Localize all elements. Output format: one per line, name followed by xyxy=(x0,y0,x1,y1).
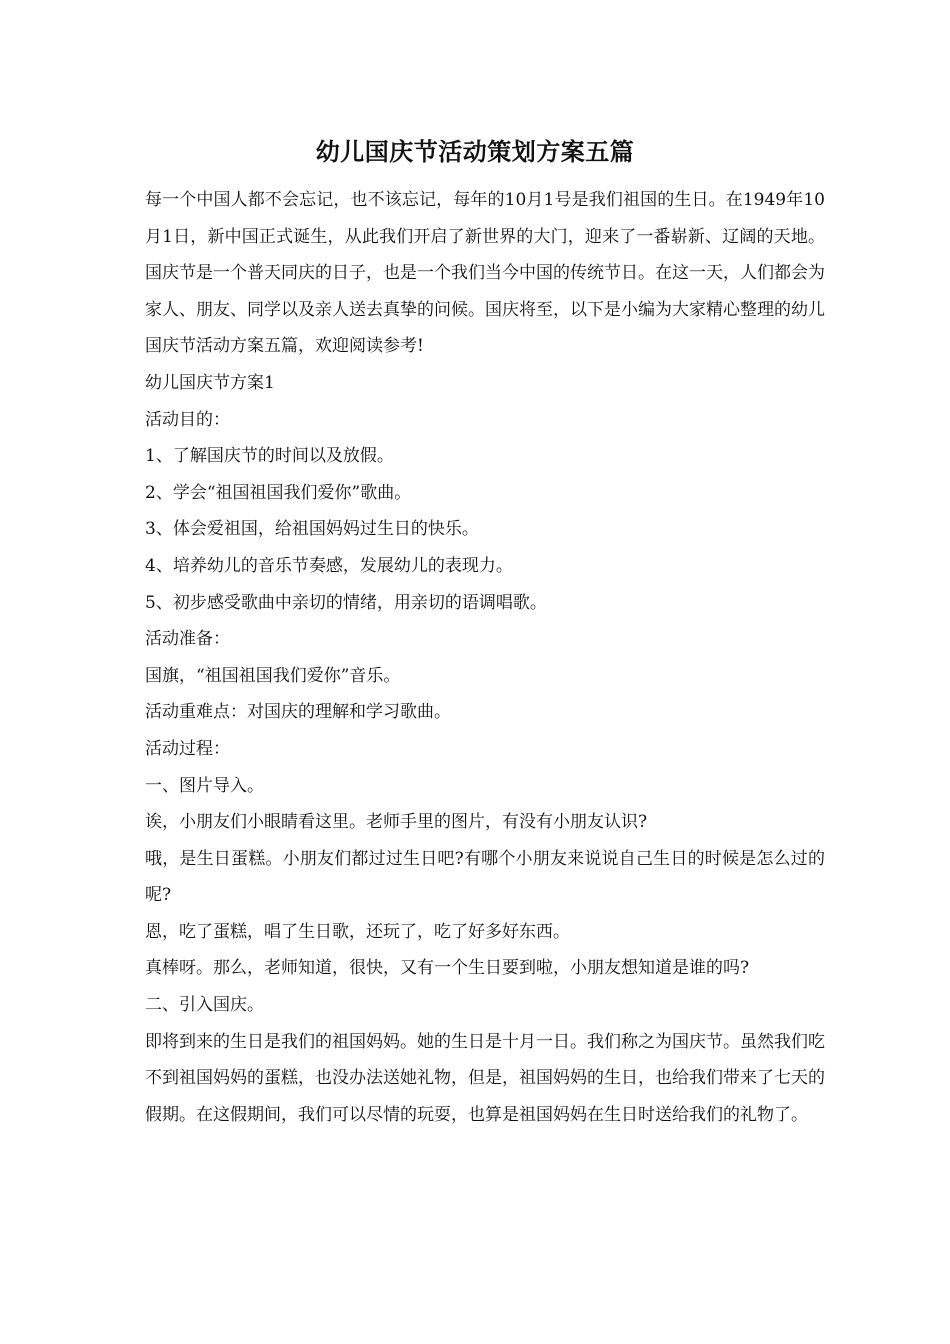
preparation-heading: 活动准备： xyxy=(145,629,230,650)
step-1-heading: 一、图片导入。 xyxy=(145,775,264,796)
intro-paragraph: 每一个中国人都不会忘记，也不该忘记，每年的10月1号是我们祖国的生日。在1949年10月1日，新中国正式诞生，从此我们开启了新世界的大门，迎来了一番崭新、辽阔的天地。国庆节是一个普天同庆的日子，也是一个我们当今中国的传统节日。在这一天，人们都会为家人、朋友、同学以及亲人送去真挚的问候。国庆将至，以下是小编为大家精心整理的幼儿国庆节活动方案五篇，欢迎阅读参考! xyxy=(145,190,825,357)
section-heading-plan-1: 幼儿国庆节方案1 xyxy=(145,372,275,393)
step-1-paragraph-1: 诶，小朋友们小眼睛看这里。老师手里的图片，有没有小朋友认识? xyxy=(145,812,648,833)
document-body xyxy=(145,182,825,1133)
objective-item-1: 1、了解国庆节的时间以及放假。 xyxy=(145,446,394,467)
objective-item-5: 5、初步感受歌曲中亲切的情绪，用亲切的语调唱歌。 xyxy=(145,592,547,613)
objective-item-2: 2、学会“祖国祖国我们爱你”歌曲。 xyxy=(145,482,412,503)
key-points-text: 活动重难点：对国庆的理解和学习歌曲。 xyxy=(145,702,451,723)
process-heading: 活动过程： xyxy=(145,738,230,759)
step-1-paragraph-4: 真棒呀。那么，老师知道，很快，又有一个生日要到啦，小朋友想知道是谁的吗? xyxy=(145,958,750,979)
step-2-heading: 二、引入国庆。 xyxy=(145,995,264,1016)
objective-item-3: 3、体会爱祖国，给祖国妈妈过生日的快乐。 xyxy=(145,519,479,540)
step-1-paragraph-2: 哦，是生日蛋糕。小朋友们都过过生日吧?有哪个小朋友来说说自己生日的时候是怎么过的呢? xyxy=(145,848,825,906)
document-title: 幼儿国庆节活动策划方案五篇 xyxy=(315,137,635,166)
step-2-paragraph-1: 即将到来的生日是我们的祖国妈妈。她的生日是十月一日。我们称之为国庆节。虽然我们吃不到祖国妈妈的蛋糕，也没办法送她礼物，但是，祖国妈妈的生日，也给我们带来了七天的假期。在这假期间，我们可以尽情的玩耍，也算是祖国妈妈在生日时送给我们的礼物了。 xyxy=(145,1031,825,1125)
objective-item-4: 4、培养幼儿的音乐节奏感，发展幼儿的表现力。 xyxy=(145,555,513,576)
objectives-heading: 活动目的： xyxy=(145,409,230,430)
step-1-paragraph-3: 恩，吃了蛋糕，唱了生日歌，还玩了，吃了好多好东西。 xyxy=(145,921,570,942)
preparation-text: 国旗，“祖国祖国我们爱你”音乐。 xyxy=(145,665,401,686)
